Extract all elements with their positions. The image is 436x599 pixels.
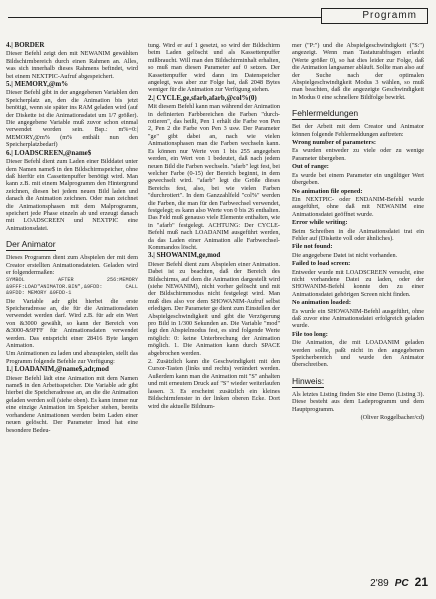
paragraph: Bei der Arbeit mit dem Creator und Animator können folgende Fehlermeldungen auftreten: bbox=[292, 123, 424, 138]
column-3 bbox=[292, 42, 424, 422]
paragraph: Es wurden entweder zu viele oder zu wenige Parameter übergeben. bbox=[292, 147, 424, 162]
command-heading: 5.| MEMORY,@m% bbox=[6, 80, 69, 89]
paragraph: Dieser Befehl gibt in der angegebenen Variablen den Speicherplatz an, den die Animation bis jetzt benötigt, wenn sie später ins RAM geladen wird (auf der Diskette ist die Animationsdatei um 1/7 größer). Die angegebene Variable muß zuvor schon einmal verwendet worden sein. Bsp.: m%=0:| MEMORY,@m% (m% enthält nun den Speicherplatzbedarf) bbox=[6, 89, 138, 149]
command-heading: 6.| LOADSCREEN,@name$ bbox=[6, 148, 92, 157]
section-heading: Fehlermeldungen bbox=[292, 108, 359, 119]
paragraph: Um Animationen zu laden und abzuspielen, stellt das Programm folgende Befehle zur Verfügung: bbox=[6, 350, 138, 365]
error-heading: Failed to load screen: bbox=[292, 260, 351, 268]
error-heading: Error while writing: bbox=[292, 219, 348, 227]
paragraph: 2. Zusätzlich kann die Geschwindigkeit mit den Cursor-Tasten (links und rechts) verändert werden. Außerdem kann man die Animation mit "S" anhalten und mit erneutem Druck auf "S" wieder weiterlaufen lassen. 3. Es erscheint zusätzlich ein kleines Bildschirmfenster in der linken oberen Ecke. Dort wird die aktuelle Bildnum- bbox=[148, 358, 280, 410]
magazine-logo: PC bbox=[394, 578, 409, 589]
paragraph: Dieser Befehl lädt eine Animation mit dem Namen name$ in den Arbeitsspeicher. Die Variable adr gibt hierbei die Speicheradresse an, an die die Animation geladen werden soll (siehe oben). Es kann immer nur eine einzige Animation im Speicher stehen, bereits vorhandene Animationen werden beim Laden einer neuen gelöscht. Der Parameter lmod hat eine besondere Bedeu- bbox=[6, 374, 138, 434]
page-number: 21 bbox=[414, 575, 428, 589]
command-heading: 1.| LOADANIM,@name$,adr,mod bbox=[6, 365, 109, 374]
paragraph: tung. Wird er auf 1 gesetzt, so wird der Bildschirm beim Laden gelöscht und als Kassettenpuffer mißbraucht. Will man den Bildschirminhalt erhalten, so muß man diesen Parameter auf 0 setzen. Der Kassettenpuffer wird dann im Datenspeicher angelegt, was aber zur Folge hat, daß 2048 Bytes weniger für die Animation zur Verfügung stehen. bbox=[148, 42, 280, 94]
paragraph: Mit diesem Befehl kann man während der Animation in definierten Farbbereichen die Farben "durch-rotieren", das heißt, Pen 1 erhält die Farbe von Pen 2, Pen 2 die Farbe von Pen 3 usw. Der Parameter "ge" gibt dabei an, nach wie vielen Animationsphasen man die Farben wechseln kann. Es können nur Werte von 1 bis 255 angegeben werden, ein Wert von 1 bedeutet, daß nach jedem neuen Bild die Farben wechseln. "sfarb" legt fest, bei welcher Farbe (0-15) der Bereich beginnt, in dem gewechselt wird. "afarb" legt die Größe dieses Bereichs fest, also, bei wie vielen Farben "durchrotiert". In dem Ganzzahlfeld "col%" werden die Farben, die man für den Farbwechsel verwendet, festgelegt; es kann also Werte von 0 bis 26 enthalten. Das Feld muß genauso viele Elemente enthalten, wie in "afarb" festgelegt. ACHTUNG: Der CYCLE-Befehl muß nach LOADANIM ausgeführt werden, da das Laden einer Animation alle Farbwechsel-Kommandos löscht. bbox=[148, 103, 280, 251]
command-heading: 3.| SHOWANIM,ge,mod bbox=[148, 251, 221, 260]
error-heading: File not found: bbox=[292, 243, 333, 251]
command-heading: 2.| CYCLE,ge,sfarb,afarb,@col%(0) bbox=[148, 93, 257, 102]
issue-label: 2'89 bbox=[370, 578, 389, 589]
error-heading: Wrong number of parameters: bbox=[292, 139, 376, 147]
paragraph: Beim Schreiben in die Animationsdatei trat ein Fehler auf (Diskette voll oder ähnliches). bbox=[292, 227, 424, 242]
paragraph: Die angegebene Datei ist nicht vorhanden. bbox=[292, 251, 398, 259]
error-heading: File too long: bbox=[292, 330, 328, 338]
paragraph: Es wurde ein SHOWANIM-Befehl ausgeführt, ohne daß zuvor eine Animationsdatei erfolgreich geladen wurde. bbox=[292, 307, 424, 330]
page-footer bbox=[370, 575, 428, 589]
paragraph: Die Variable adr gibt hierbei die erste Speicheradresse an, die für die Animationsdaten verwendet werden darf. Wird z.B. für adr ein Wert von &3000 gewählt, so kann der Bereich von &3000-&9FFF für Animationsdaten verwendet werden. Das entspricht einer 28416 Byte langen Animation. bbox=[6, 297, 138, 350]
paragraph: Entweder wurde mit LOADSCREEN versucht, eine nicht vorhandene Datei zu laden, oder der SHOWANIM-Befehl konnte den zu einer Animationsdatei gehörigen Screen nicht finden. bbox=[292, 268, 424, 298]
error-heading: No animation loaded: bbox=[292, 299, 351, 307]
paragraph: Dieser Befehl zeigt den mit NEWANIM gewählten Bildschirmbereich durch einen Rahmen an. Alles, was sich innerhalb dieses Rahmens befindet, wird bei einem NEXTPIC-Aufruf abgespeichert. bbox=[6, 50, 138, 80]
section-heading: Hinweis: bbox=[292, 375, 325, 386]
error-heading: No animation file opened: bbox=[292, 187, 363, 195]
paragraph: Dieser Befehl dient zum Abspielen einer Animation. Dabei ist zu beachten, daß der Bereich des Bildschirms, auf dem die Animation dargestellt wird (siehe NEWANIM), nicht vorher gelöscht und mit der Bildschirmmodus nicht festgelegt wird. Man muß dies also vor dem SHOWANIM-Aufruf selbst erledigen. Der Parameter ge dient zum Einstellen der Abspielgeschwindigkeit und gibt die Verzögerung pro Bild in 1/300 Sekunden an. Die Variable "mod" legt den Abspielmodus fest, es sind folgende Werte möglich: 0: keine Unterbrechung der Animation möglich. 1. Die Animation kann durch SPACE abgebrochen werden. bbox=[148, 260, 280, 357]
paragraph: Als letztes Listing finden Sie eine Demo (Listing 3). Diese besteht aus dem Ladeprogramm und dem Hauptprogramm. bbox=[292, 390, 424, 413]
code-listing: SYMBOL AFTER 256:MEMORY &9FFF:LOAD"ANIMATOR.BIN",&9FDD: CALL &9FDD: MEMORY &9FDD-1 bbox=[6, 277, 142, 297]
paragraph: Dieser Befehl dient zum Laden einer Bilddatei unter dem Namen name$ in den Bildschirmspeicher, ohne daß hierfür ein Cassettenpuffer benötigt wird. Man kann z.B. mit einem Malprogramm den Hintergrund zeichnen, diesen bei jedem neuen Bild laden und danach die Animation zeichnen. Oder man zeichnet die Animationsphasen mit dem Malprogramm, speichert jede Phase einzeln ab und erzeugt danach mit LOADSCREEN und NEXTPIC eine Animationsdatei. bbox=[6, 158, 138, 232]
author-signature: (Oliver Roggelbacher/cd) bbox=[360, 414, 424, 422]
column-2 bbox=[148, 42, 280, 411]
paragraph: Ein NEXTPIC- oder ENDANIM-Befehl wurde ausgeführt, ohne daß mit NEWANIM eine Animationsdatei geöffnet wurde. bbox=[292, 195, 424, 218]
paragraph: Dieses Programm dient zum Abspielen der mit dem Creator erstellten Animationsdateien. Geladen wird er folgendermaßen: bbox=[6, 254, 138, 276]
column-1 bbox=[6, 41, 142, 435]
paragraph: Es wurde bei einem Parameter ein ungültiger Wert übergeben. bbox=[292, 171, 424, 187]
error-heading: Out of range: bbox=[292, 163, 329, 171]
paragraph: mer ("P:") und die Abspielgeschwindigkeit ("S:") angezeigt. Wenn man Tastaturabfragen erlaubt (Werte größer 0), so hat dies leider zur Folge, daß die Animation langsamer abläuft. Sollte man also auf der Suche nach der optimalen Abspielgeschwindigkeit Modus 3 wählen, so muß man beachten, daß die angezeigte Geschwindigkeit in Modus 0 eine schnellere Bildfolge bewirkt. bbox=[292, 42, 424, 101]
paragraph: Die Animation, die mit LOADANIM geladen werden sollte, paßt nicht in den angegebenen Speicherbereich und wurde den Animator überschreiben. bbox=[292, 339, 424, 369]
section-heading: Der Animator bbox=[6, 239, 56, 250]
command-heading: 4.| BORDER bbox=[6, 41, 45, 49]
section-header: Programm bbox=[321, 8, 428, 24]
